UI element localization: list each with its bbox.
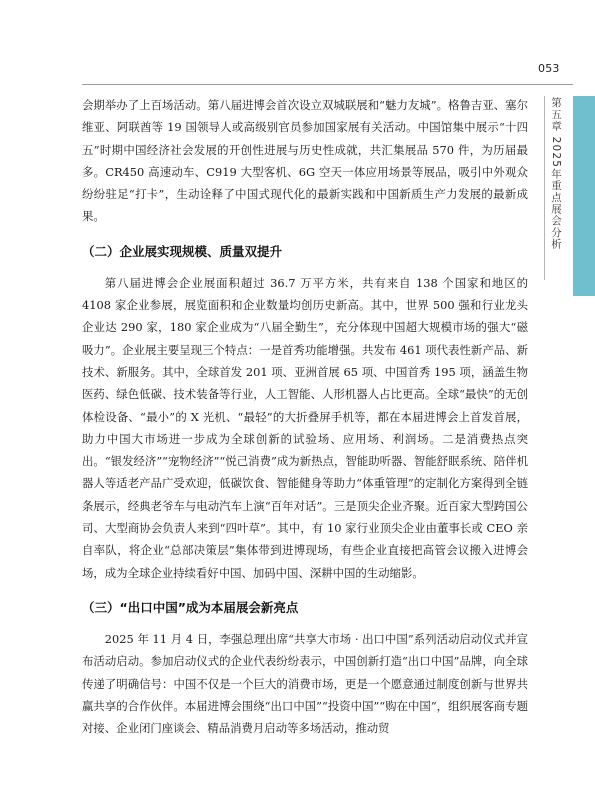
chapter-divider: [544, 96, 545, 280]
chapter-tab: [573, 96, 595, 296]
paragraph-3: 2025 年 11 月 4 日，李强总理出席“共享大市场 · 出口中国”系列活动启动仪式并宣布活动启动。参加启动仪式的企业代表纷纷表示，中国创新打造“出口中国”品牌，向全球传递了明确信号：中国不仅是一个巨大的消费市场，更是一个愿意通过制度创新与世界共赢共享的合作伙伴。本届进博会围绕“出口中国”“投资中国”“购在中国”，组织展客商专题对接、企业闭门座谈会、精品消费月启动等多场活动，推动贸: [82, 631, 528, 736]
paragraph-1: 会期举办了上百场活动。第八届进博会首次设立双城联展和“魅力友城”。格鲁吉亚、塞尔维亚、阿联酋等 19 国领导人或高级别官员参加国家展有关活动。中国馆集中展示“十四五”时期中国经济社会发展的开创性进展与历史性成就，共汇集展品 570 件，为历届最多。CR450 高速动车、C919 大型客机、6G 空天一体应用场景等展品，吸引中外观众纷纷驻足“打卡”，生动诠释了中国式现代化的最新实践和中国新质生产力发展的最新成果。: [82, 98, 528, 224]
page-content: [82, 94, 528, 739]
paragraph-2: 第八届进博会企业展面积超过 36.7 万平方米，共有来自 138 个国家和地区的 4108 家企业参展，展览面积和企业数量均创历史新高。其中，世界 500 强和行业龙头企业达 290 家，180 家企业成为“八届全勤生”，充分体现中国超大规模市场的强大“磁吸力”。企业展主要呈现三个特点：一是首秀功能增强。共发布 461 项代表性新产品、新技术、新服务。其中，全球首发 201 项、亚洲首展 65 项、中国首秀 195 项，涵盖生物医药、绿色低碳、技术装备等行业，人工智能、人形机器人占比更高。全球“最快”的无创体检设备、“最小”的 X 光机、“最轻”的大折叠屏手机等，都在本届进博会上首发首展，助力中国大市场进一步成为全球创新的试验场、应用场、利润场。二是消费热点突出。“银发经济”“宠物经济”“悦己消费”成为新热点，智能助听器、智能舒眠系统、陪伴机器人等适老产品广受欢迎，低碳饮食、智能健身等助力“体重管理”的定制化方案得到全链条展示，经典老爷车与电动汽车上演“百年对话”。三是顶尖企业齐聚。近百家大型跨国公司、大型商协会负责人来到“四叶草”。其中，有 10 家行业顶尖企业由董事长或 CEO 亲自率队，将企业“总部决策层”集体带到进博现场，有些企业直接把高管会议搬入进博会场，成为全球企业持续看好中国、加码中国、深耕中国的生动缩影。: [82, 275, 528, 580]
chapter-label: 第五章 2025年重点展会分析: [550, 97, 562, 251]
section-heading-2: （二）企业展实现规模、质量双提升: [82, 243, 283, 259]
section-heading-3: （三）“出口中国”成为本届展会新亮点: [82, 599, 299, 615]
header-rule: [82, 84, 573, 85]
page-number: 053: [538, 62, 560, 75]
